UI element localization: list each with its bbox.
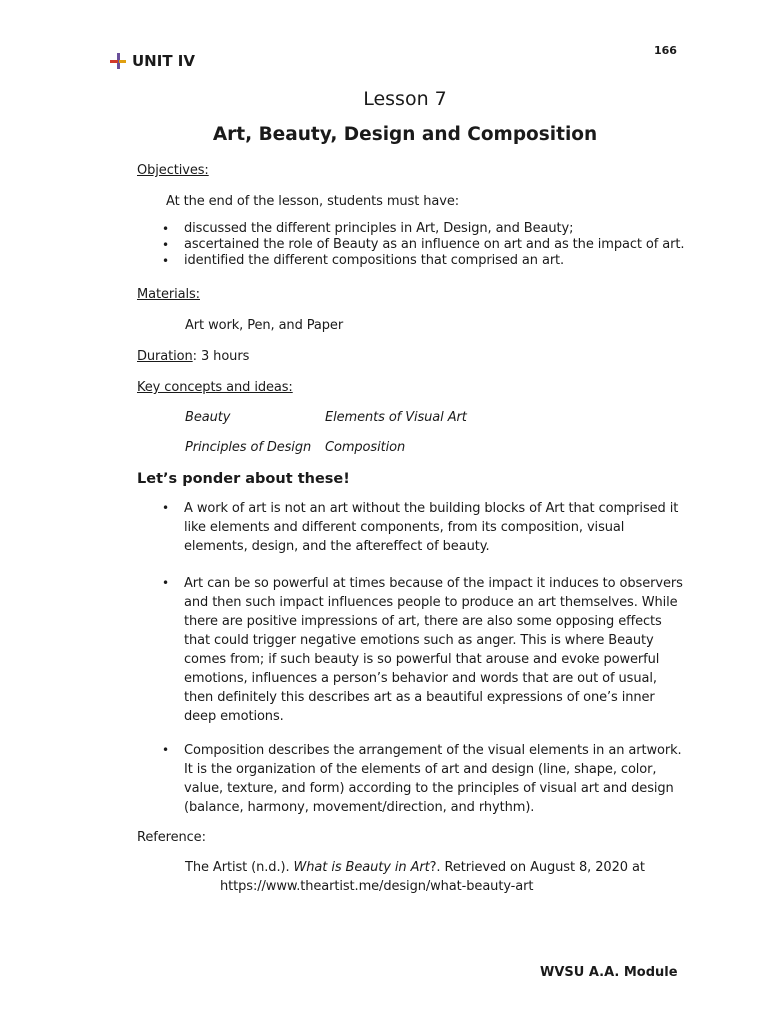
list-item (160, 574, 700, 726)
duration-heading: Duration (137, 349, 193, 364)
line: comes from; if such beauty is so powerful that arouse and evoke powerful (184, 652, 660, 667)
materials-text: Art work, Pen, and Paper (185, 318, 344, 333)
unit-label: UNIT IV (132, 52, 195, 70)
key-concepts-heading: Key concepts and ideas: (137, 380, 293, 395)
reference-heading: Reference: (137, 830, 206, 845)
duration-text: : 3 hours (192, 349, 250, 364)
ponder-list (160, 499, 700, 556)
key-concept-beauty: Beauty (185, 410, 231, 425)
citation-title: What is Beauty in Art (293, 860, 430, 875)
line: value, texture, and form) according to the principles of visual art and design (184, 781, 674, 796)
ponder-heading: Let’s ponder about these! (137, 471, 350, 487)
list-item: • discussed the different principles in Art, Design, and Beauty; (160, 221, 684, 237)
line: like elements and different components, from its composition, visual (184, 520, 625, 535)
footer-label: WVSU A.A. Module (540, 965, 678, 980)
line: elements, design, and the aftereffect of beauty. (184, 539, 490, 554)
reference-url[interactable]: https://www.theartist.me/design/what-beauty-art (220, 879, 534, 894)
page-title: Art, Beauty, Design and Composition (212, 124, 598, 145)
objectives-intro: At the end of the lesson, students must have: (166, 194, 460, 209)
key-concept-elements: Elements of Visual Art (325, 410, 467, 425)
list-item: • identified the different compositions that comprised an art. (160, 253, 684, 269)
line: emotions, influences a person’s behavior and words that are out of usual, (184, 671, 657, 686)
line: that could trigger negative emotions such as anger. This is where Beauty (184, 633, 654, 648)
list-item (160, 741, 700, 817)
lesson-label: Lesson 7 (363, 88, 447, 110)
unit-header (110, 52, 195, 70)
objectives-heading: Objectives: (137, 163, 209, 178)
line: • A work of art is not an art without the building blocks of Art that comprised it (184, 501, 679, 516)
line: and then such impact influences people to produce an art themselves. While (184, 595, 678, 610)
duration-line (137, 347, 249, 366)
list-item (160, 499, 700, 556)
ponder-list (160, 574, 700, 726)
line: (balance, harmony, movement/direction, and rhythm). (184, 800, 535, 815)
line: there are positive impressions of art, there are also some opposing effects (184, 614, 662, 629)
line: • Composition describes the arrangement of the visual elements in an artwork. (184, 743, 682, 758)
line: • Art can be so powerful at times because of the impact it induces to observers (184, 576, 683, 591)
line: It is the organization of the elements of art and design (line, shape, color, (184, 762, 657, 777)
line: deep emotions. (184, 709, 284, 724)
key-concept-composition: Composition (325, 440, 406, 455)
citation-author: The Artist (n.d.). (185, 860, 294, 875)
materials-heading: Materials: (137, 287, 200, 302)
line: then definitely this describes art as a beautiful expressions of one’s inner (184, 690, 655, 705)
list-item: • ascertained the role of Beauty as an influence on art and as the impact of art. (160, 237, 684, 253)
objectives-list (160, 221, 684, 269)
citation-retrieved: ?. Retrieved on August 8, 2020 at (429, 860, 645, 875)
key-concept-principles: Principles of Design (185, 440, 312, 455)
reference-citation (185, 858, 645, 877)
page-number: 166 (654, 44, 677, 57)
cross-bullet-icon (110, 53, 126, 69)
ponder-list (160, 741, 700, 817)
